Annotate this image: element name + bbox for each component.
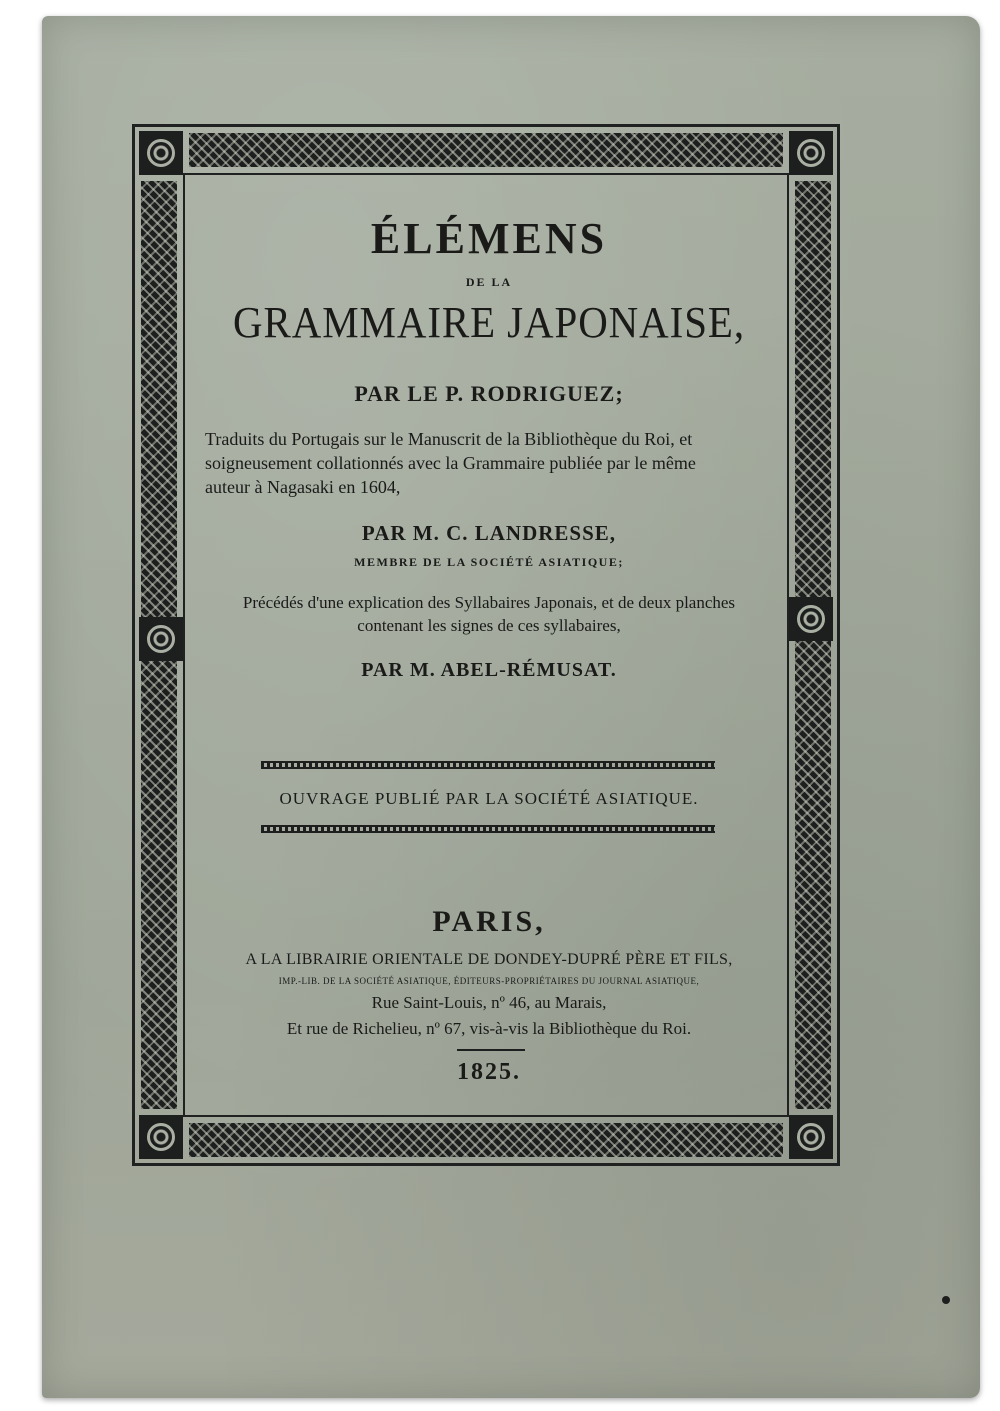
author-abel-remusat: PAR M. ABEL-RÉMUSAT. <box>361 659 617 681</box>
title-page-text <box>197 193 781 1103</box>
frame-border-right <box>795 181 831 1109</box>
frame-border-top <box>189 133 783 167</box>
title-connector: DE LA <box>465 275 513 289</box>
rosette-icon <box>789 131 833 175</box>
author-rodriguez: PAR LE P. RODRIGUEZ; <box>354 381 624 406</box>
book-cover <box>42 16 980 1398</box>
translation-note <box>205 427 777 499</box>
syllabary-note <box>197 591 781 637</box>
translation-note-line: auteur à Nagasaki en 1604, <box>205 477 401 497</box>
imprint-address-line: Et rue de Richelieu, nº 67, vis-à-vis la Bibliothèque du Roi. <box>286 1019 692 1038</box>
rosette-icon <box>789 597 833 641</box>
syllabary-note-line: contenant les signes de ces syllabaires, <box>357 616 621 635</box>
frame-border-bottom <box>189 1123 783 1157</box>
translation-note-line: soigneusement collationnés avec la Grammaire publiée par le même <box>205 453 696 473</box>
author-affiliation: MEMBRE DE LA SOCIÉTÉ ASIATIQUE; <box>354 555 624 569</box>
publisher-note: OUVRAGE PUBLIÉ PAR LA SOCIÉTÉ ASIATIQUE. <box>279 789 699 808</box>
year-rule <box>457 1049 525 1051</box>
rosette-icon <box>139 131 183 175</box>
page-subtitle: GRAMMAIRE JAPONAISE, <box>233 298 745 347</box>
ornamental-rule-top <box>261 761 715 769</box>
decorative-frame <box>132 124 840 1166</box>
imprint-year: 1825. <box>457 1059 521 1085</box>
paper-spot <box>942 1296 950 1304</box>
syllabary-note-line: Précédés d'une explication des Syllabaires Japonais, et de deux planches <box>242 593 736 612</box>
rosette-icon <box>789 1115 833 1159</box>
author-landresse: PAR M. C. LANDRESSE, <box>361 521 617 545</box>
translation-note-line: Traduits du Portugais sur le Manuscrit de la Bibliothèque du Roi, et <box>205 429 693 449</box>
imprint-address-line: Rue Saint-Louis, nº 46, au Marais, <box>371 993 607 1012</box>
imprint-printer: IMP.-LIB. DE LA SOCIÉTÉ ASIATIQUE, ÉDITEURS-PROPRIÉTAIRES DU JOURNAL ASIATIQUE, <box>278 976 700 986</box>
ornamental-rule-bottom <box>261 825 715 833</box>
imprint-library: A LA LIBRAIRIE ORIENTALE DE DONDEY-DUPRÉ PÈRE ET FILS, <box>245 951 733 968</box>
imprint-city: PARIS, <box>432 905 546 938</box>
page-title: ÉLÉMENS <box>370 214 608 263</box>
rosette-icon <box>139 1115 183 1159</box>
rosette-icon <box>139 617 183 661</box>
